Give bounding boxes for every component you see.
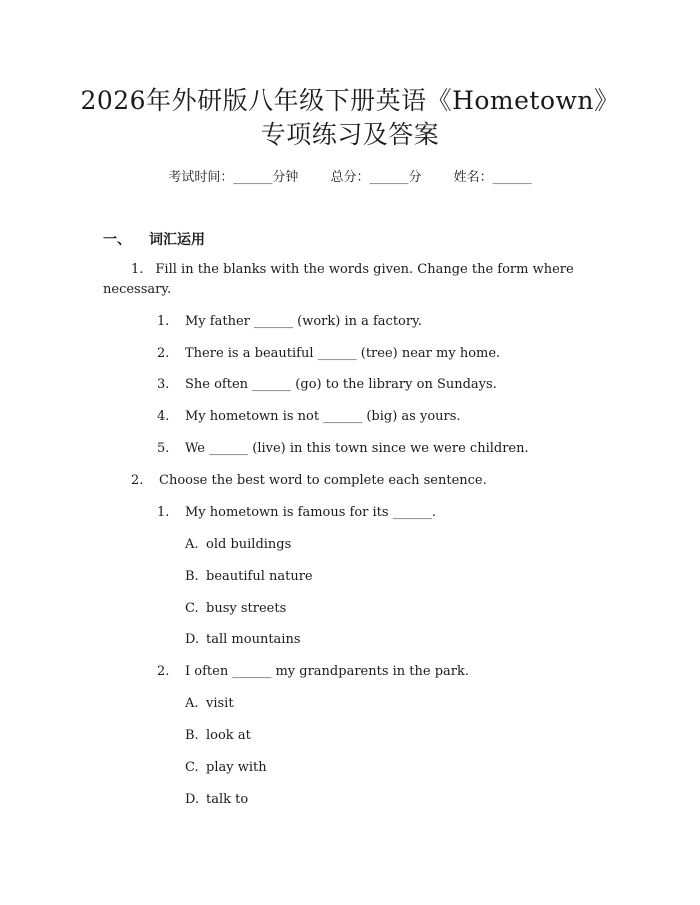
section-number: 一、	[103, 232, 131, 248]
option-text: tall mountains	[206, 632, 301, 647]
option-item	[185, 790, 248, 810]
item-number: 3.	[157, 377, 170, 392]
item-number: 1.	[157, 505, 170, 520]
option-letter: D.	[185, 792, 200, 807]
option-letter: A.	[185, 696, 199, 711]
document-title-line-1: 2026年外研版八年级下册英语《Hometown》	[80, 86, 620, 115]
exam-name: 姓名：______	[453, 170, 532, 185]
option-item	[185, 567, 313, 587]
option-text: play with	[206, 760, 267, 775]
option-letter: C.	[185, 601, 199, 616]
item-text: My hometown is famous for its ______.	[185, 505, 436, 520]
option-item	[185, 535, 291, 555]
section-heading	[103, 230, 205, 250]
exam-score: 总分：______分	[330, 170, 422, 185]
question-text: Fill in the blanks with the words given. Change the form where necessary.	[103, 262, 574, 297]
list-item	[157, 503, 436, 523]
item-number: 5.	[157, 441, 170, 456]
item-text: She often ______ (go) to the library on Sundays.	[185, 377, 497, 392]
option-letter: B.	[185, 728, 199, 743]
exam-time: 考试时间：______分钟	[168, 170, 299, 185]
option-letter: A.	[185, 537, 199, 552]
question-1-instruction	[103, 260, 593, 300]
list-item	[157, 312, 422, 332]
item-number: 2.	[157, 346, 170, 361]
option-letter: B.	[185, 569, 199, 584]
item-number: 1.	[157, 314, 170, 329]
option-item	[185, 599, 286, 619]
item-text: There is a beautiful ______ (tree) near my home.	[185, 346, 501, 361]
option-letter: D.	[185, 632, 200, 647]
option-text: old buildings	[206, 537, 292, 552]
option-item	[185, 630, 301, 650]
option-text: visit	[206, 696, 234, 711]
option-text: beautiful nature	[206, 569, 313, 584]
list-item	[157, 407, 461, 427]
item-number: 4.	[157, 409, 170, 424]
document-title-line-2: 专项练习及答案	[260, 120, 440, 149]
list-item	[157, 662, 469, 682]
question-number: 2.	[131, 473, 144, 488]
section-title: 词汇运用	[149, 232, 205, 248]
item-text: I often ______ my grandparents in the park.	[185, 664, 470, 679]
item-text: My father ______ (work) in a factory.	[185, 314, 422, 329]
question-number: 1.	[131, 262, 144, 277]
item-number: 2.	[157, 664, 170, 679]
question-text: Choose the best word to complete each sentence.	[159, 473, 487, 488]
option-item	[185, 694, 234, 714]
option-text: busy streets	[206, 601, 287, 616]
question-2-instruction	[131, 471, 487, 491]
item-text: We ______ (live) in this town since we were children.	[185, 441, 529, 456]
list-item	[157, 439, 529, 459]
option-item	[185, 758, 267, 778]
list-item	[157, 344, 500, 364]
option-text: look at	[206, 728, 251, 743]
option-text: talk to	[206, 792, 249, 807]
option-letter: C.	[185, 760, 199, 775]
item-text: My hometown is not ______ (big) as yours.	[185, 409, 461, 424]
exam-meta	[0, 168, 700, 188]
option-item	[185, 726, 251, 746]
list-item	[157, 375, 497, 395]
